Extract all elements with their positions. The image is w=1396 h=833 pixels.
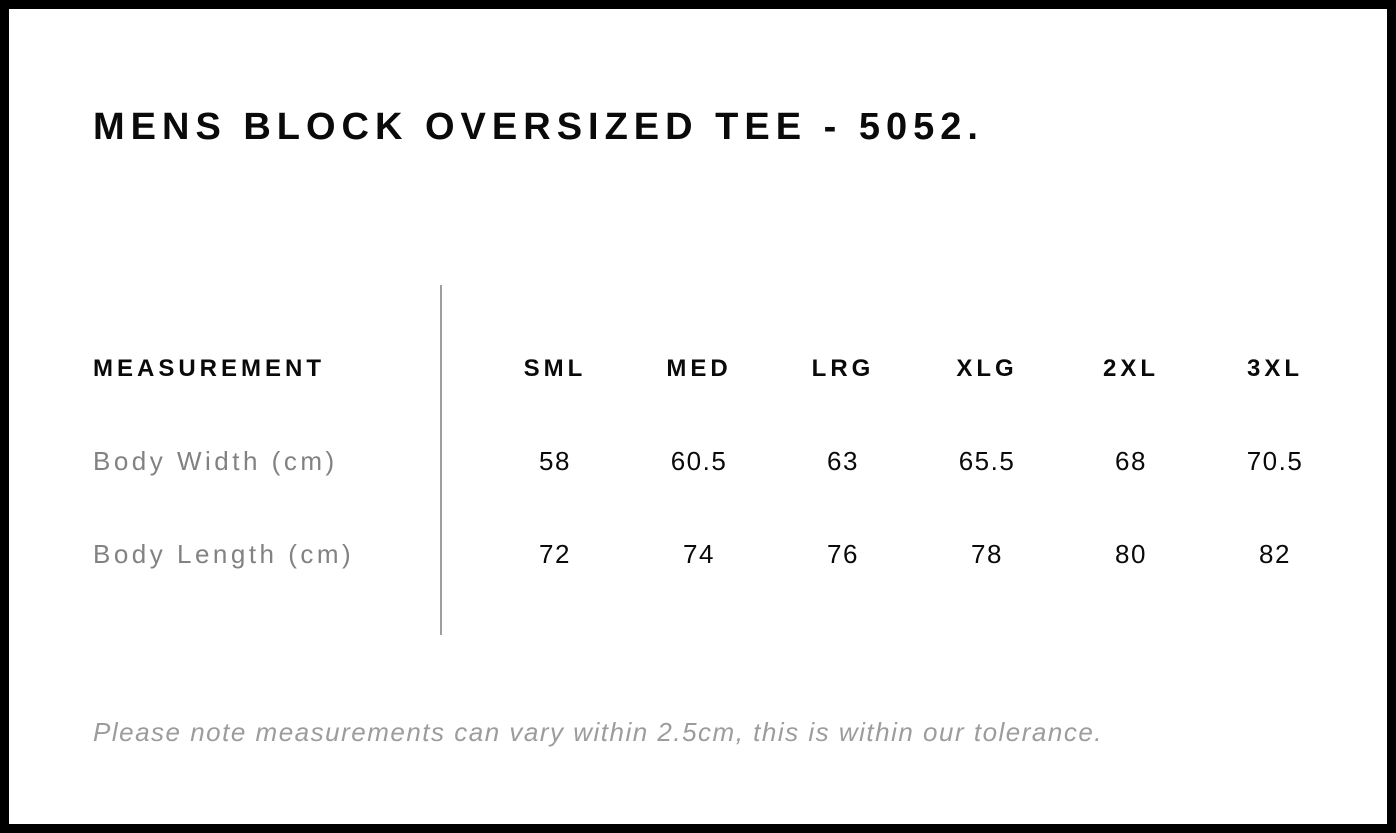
body-length-value-xlg: 78	[971, 539, 1003, 569]
body-length-value-lrg: 76	[827, 539, 859, 569]
size-column-header-sml: SML	[523, 355, 587, 382]
body-width-value-2xl: 68	[1115, 446, 1147, 476]
body-width-value-3xl: 70.5	[1246, 446, 1304, 476]
body-width-value-xlg: 65.5	[958, 446, 1016, 476]
tolerance-note: Please note measurements can vary within 2.5cm, this is within our tolerance.	[93, 717, 1104, 747]
body-length-value-sml: 72	[539, 539, 571, 569]
measurement-column-header: MEASUREMENT	[93, 355, 326, 382]
body-width-value-sml: 58	[539, 446, 571, 476]
body-length-value-2xl: 80	[1115, 539, 1147, 569]
row-label-body-width: Body Width (cm)	[93, 446, 338, 476]
table-row-body-width	[93, 446, 1347, 476]
size-column-header-3xl: 3XL	[1246, 355, 1303, 382]
row-label-body-length: Body Length (cm)	[93, 539, 355, 569]
body-length-value-3xl: 82	[1259, 539, 1291, 569]
size-column-header-xlg: XLG	[956, 355, 1018, 382]
body-width-value-med: 60.5	[670, 446, 728, 476]
size-chart-header-row	[93, 354, 1347, 384]
table-row-body-length	[93, 539, 1347, 569]
size-column-header-lrg: LRG	[811, 355, 875, 382]
size-chart-table	[93, 285, 1347, 635]
size-column-header-2xl: 2XL	[1102, 355, 1159, 382]
size-column-header-med: MED	[666, 355, 732, 382]
body-width-value-lrg: 63	[827, 446, 859, 476]
page-title: MENS BLOCK OVERSIZED TEE - 5052.	[93, 106, 984, 148]
body-length-value-med: 74	[683, 539, 715, 569]
